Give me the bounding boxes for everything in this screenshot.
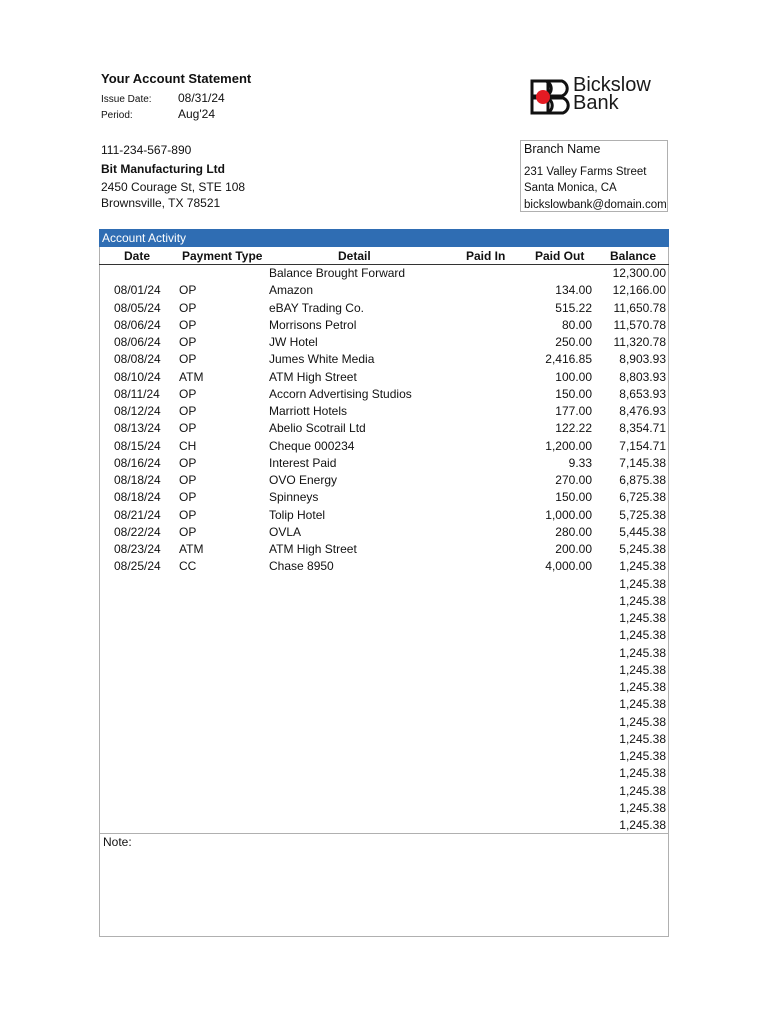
row-balance: 8,354.71	[619, 421, 666, 436]
row-payment-type: CH	[179, 438, 197, 453]
row-paid-out: 250.00	[555, 335, 592, 349]
row-detail: Accorn Advertising Studios	[269, 386, 412, 401]
row-date: 08/13/24	[114, 421, 161, 436]
branch-email: bickslowbank@domain.com	[524, 199, 667, 211]
table-row	[99, 784, 669, 801]
row-paid-out: 150.00	[555, 490, 592, 505]
row-paid-out: 270.00	[555, 473, 592, 487]
row-paid-out: 177.00	[555, 404, 592, 418]
row-balance: 7,145.38	[619, 455, 666, 470]
row-date: 08/22/24	[114, 524, 161, 539]
row-payment-type: OP	[179, 455, 197, 470]
bank-logo-line2: Bank	[573, 92, 619, 114]
row-paid-out: 2,416.85	[545, 352, 592, 367]
row-balance: 5,725.38	[619, 507, 666, 522]
row-balance: 1,245.38	[619, 714, 666, 729]
table-row	[99, 611, 669, 628]
row-payment-type: OP	[179, 404, 197, 418]
row-paid-out: 515.22	[555, 300, 592, 315]
table-row	[99, 663, 669, 680]
table-row	[99, 801, 669, 818]
row-balance: 1,245.38	[619, 749, 666, 763]
account-address-line2: Brownsville, TX 78521	[101, 196, 221, 210]
row-balance: 8,803.93	[619, 369, 666, 384]
row-date: 08/18/24	[114, 490, 161, 505]
row-balance: 1,245.38	[619, 611, 666, 625]
row-balance: 8,903.93	[619, 352, 666, 367]
table-row	[99, 387, 669, 404]
row-paid-out: 150.00	[555, 386, 592, 401]
issue-date-value: 08/31/24	[178, 91, 225, 105]
row-date: 08/15/24	[114, 438, 161, 453]
table-row	[99, 577, 669, 594]
table-row	[99, 628, 669, 645]
row-payment-type: OP	[179, 317, 197, 332]
row-balance: 1,245.38	[619, 662, 666, 677]
row-balance: 11,570.78	[613, 317, 666, 332]
row-payment-type: OP	[179, 473, 197, 487]
row-payment-type: OP	[179, 300, 197, 315]
issue-date-label: Issue Date:	[101, 94, 152, 105]
table-row	[99, 370, 669, 387]
row-paid-out: 122.22	[555, 421, 592, 436]
row-date: 08/23/24	[114, 542, 161, 556]
table-row	[99, 456, 669, 473]
row-detail: Marriott Hotels	[269, 404, 348, 418]
row-balance: 6,875.38	[619, 473, 666, 487]
statement-title: Your Account Statement	[101, 71, 252, 86]
row-payment-type: ATM	[179, 542, 204, 556]
row-detail: ATM High Street	[269, 542, 357, 556]
column-header-paid-out: Paid Out	[535, 249, 585, 263]
row-detail: Abelio Scotrail Ltd	[269, 421, 366, 436]
row-detail: Interest Paid	[269, 455, 337, 470]
row-payment-type: OP	[179, 524, 197, 539]
row-balance: 1,245.38	[619, 628, 666, 643]
row-detail: Jumes White Media	[269, 352, 375, 367]
row-date: 08/10/24	[114, 369, 161, 384]
row-date: 08/01/24	[114, 283, 161, 298]
table-row	[99, 404, 669, 421]
row-detail: Cheque 000234	[269, 438, 355, 453]
row-paid-out: 9.33	[568, 455, 592, 470]
row-payment-type: OP	[179, 490, 197, 505]
row-balance: 1,245.38	[619, 697, 666, 712]
account-name: Bit Manufacturing Ltd	[101, 162, 225, 176]
row-paid-out: 4,000.00	[545, 559, 592, 574]
account-activity-heading: Account Activity	[99, 229, 669, 247]
row-detail: Amazon	[269, 283, 314, 298]
row-payment-type: OP	[179, 352, 197, 367]
row-balance: 11,320.78	[613, 335, 666, 349]
column-header-date: Date	[124, 249, 151, 263]
bank-logo-text	[573, 76, 651, 112]
row-date: 08/08/24	[114, 352, 161, 367]
column-header-balance: Balance	[610, 249, 657, 263]
row-detail: Balance Brought Forward	[269, 266, 406, 280]
table-row	[99, 749, 669, 766]
row-balance: 1,245.38	[619, 800, 666, 815]
note-box	[99, 833, 669, 937]
table-row	[99, 715, 669, 732]
row-detail: Chase 8950	[269, 559, 334, 574]
row-balance: 1,245.38	[619, 576, 666, 591]
row-date: 08/05/24	[114, 300, 161, 315]
row-balance: 1,245.38	[619, 731, 666, 746]
row-paid-out: 280.00	[555, 524, 592, 539]
table-row	[99, 508, 669, 525]
row-detail: Morrisons Petrol	[269, 317, 357, 332]
row-paid-out: 200.00	[555, 542, 592, 556]
row-balance: 1,245.38	[619, 593, 666, 608]
row-payment-type: OP	[179, 283, 197, 298]
row-paid-out: 1,200.00	[545, 438, 592, 453]
row-detail: OVLA	[269, 524, 302, 539]
row-paid-out: 134.00	[555, 283, 592, 298]
table-row	[99, 490, 669, 507]
row-balance: 12,166.00	[612, 283, 666, 298]
row-balance: 8,476.93	[619, 404, 666, 418]
row-balance: 1,245.38	[619, 680, 666, 694]
branch-street: 231 Valley Farms Street	[524, 166, 647, 178]
period-label: Period:	[101, 110, 133, 121]
row-date: 08/12/24	[114, 404, 161, 418]
row-balance: 1,245.38	[619, 818, 666, 832]
row-date: 08/25/24	[114, 559, 161, 574]
row-detail: eBAY Trading Co.	[269, 300, 364, 315]
row-balance: 12,300.00	[612, 266, 666, 280]
column-header-detail: Detail	[338, 249, 371, 263]
table-row	[99, 525, 669, 542]
row-detail: Spinneys	[269, 490, 319, 505]
row-balance: 6,725.38	[619, 490, 666, 505]
branch-info-box	[520, 140, 668, 212]
row-payment-type: OP	[179, 507, 197, 522]
bank-logo-mark-icon	[530, 79, 572, 115]
table-row	[99, 352, 669, 369]
table-row	[99, 542, 669, 559]
table-row	[99, 283, 669, 300]
row-balance: 5,445.38	[619, 524, 666, 539]
table-row	[99, 766, 669, 783]
row-balance: 1,245.38	[619, 645, 666, 660]
table-row	[99, 473, 669, 490]
row-detail: ATM High Street	[269, 369, 357, 384]
row-paid-out: 100.00	[555, 369, 592, 384]
table-row	[99, 559, 669, 576]
branch-city: Santa Monica, CA	[524, 182, 617, 194]
row-date: 08/11/24	[114, 386, 160, 401]
table-row	[99, 421, 669, 438]
row-balance: 11,650.78	[613, 300, 666, 315]
row-balance: 1,245.38	[619, 559, 666, 574]
row-payment-type: OP	[179, 335, 197, 349]
row-detail: JW Hotel	[269, 335, 318, 349]
table-row	[99, 439, 669, 456]
row-balance: 5,245.38	[619, 542, 666, 556]
table-row	[99, 697, 669, 714]
row-date: 08/18/24	[114, 473, 161, 487]
row-date: 08/21/24	[114, 507, 161, 522]
row-balance: 1,245.38	[619, 766, 666, 781]
table-row	[99, 732, 669, 749]
row-balance: 1,245.38	[619, 783, 666, 798]
row-balance: 8,653.93	[619, 386, 666, 401]
row-date: 08/06/24	[114, 335, 161, 349]
table-row	[99, 301, 669, 318]
account-number: 111-234-567-890	[101, 143, 192, 157]
bank-logo-line1: Bickslow	[573, 74, 651, 96]
row-date: 08/16/24	[114, 455, 161, 470]
row-payment-type: OP	[179, 386, 197, 401]
table-row	[99, 318, 669, 335]
row-payment-type: OP	[179, 421, 197, 436]
column-header-paid-in: Paid In	[466, 249, 506, 263]
account-address-line1: 2450 Courage St, STE 108	[101, 180, 246, 194]
header-divider	[99, 264, 669, 265]
row-detail: OVO Energy	[269, 473, 338, 487]
row-detail: Tolip Hotel	[269, 507, 326, 522]
table-row	[99, 266, 669, 283]
row-balance: 7,154.71	[619, 438, 666, 453]
table-row	[99, 646, 669, 663]
note-label: Note:	[103, 835, 132, 849]
period-value: Aug'24	[178, 107, 215, 121]
table-row	[99, 594, 669, 611]
row-paid-out: 80.00	[561, 317, 592, 332]
column-header-payment-type: Payment Type	[182, 249, 263, 263]
branch-name: Branch Name	[524, 142, 601, 156]
table-row	[99, 680, 669, 697]
row-paid-out: 1,000.00	[545, 507, 592, 522]
row-payment-type: CC	[179, 559, 197, 574]
row-payment-type: ATM	[179, 369, 204, 384]
row-date: 08/06/24	[114, 317, 161, 332]
table-row	[99, 335, 669, 352]
